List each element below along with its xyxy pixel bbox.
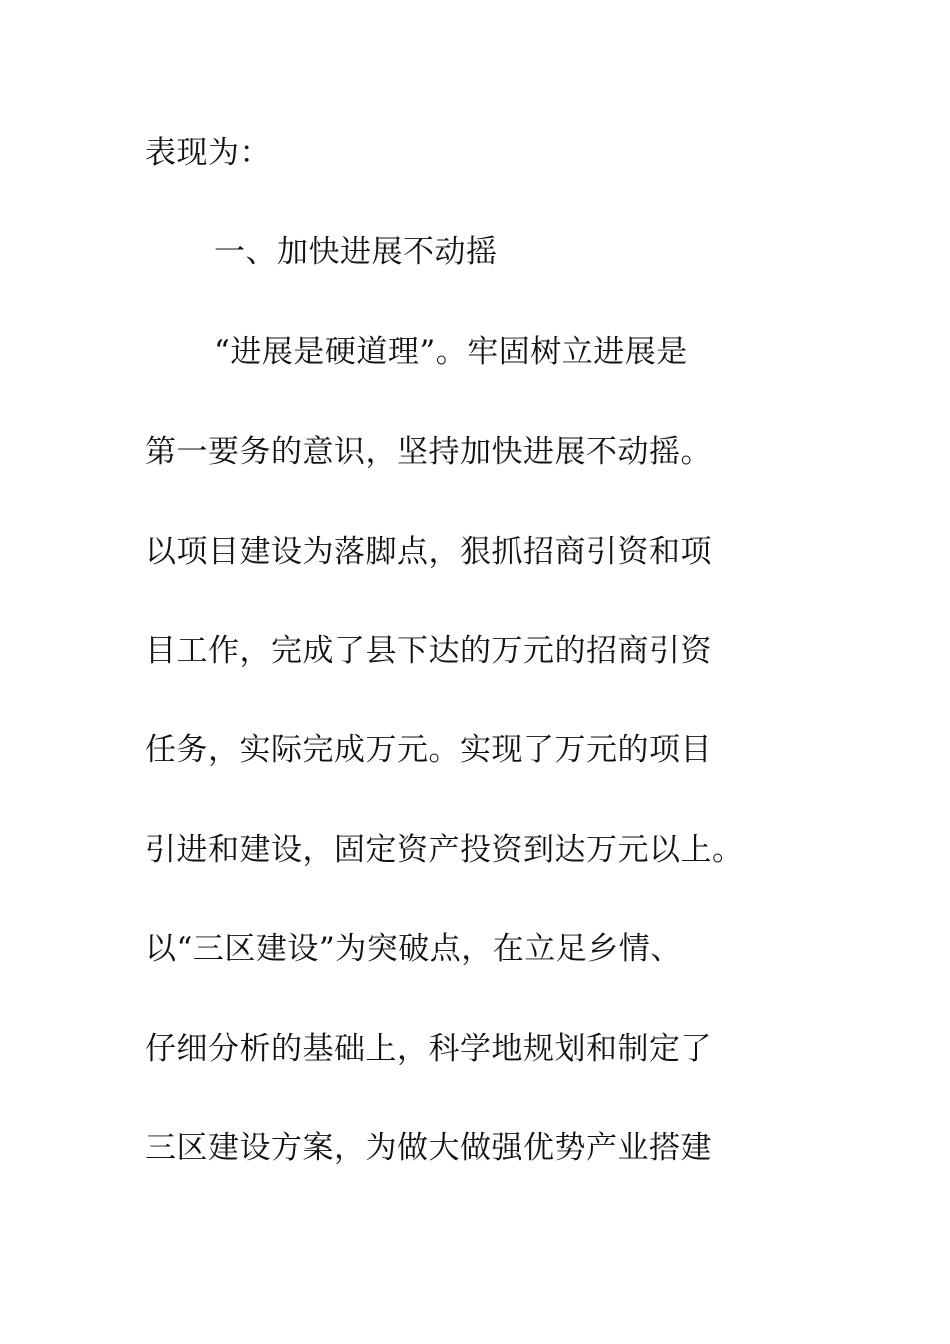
text-line-6: 目工作，完成了县下达的万元的招商引资 (145, 633, 712, 669)
text-line-1: 表现为： (145, 135, 271, 171)
text-line-10: 仔细分析的基础上，科学地规划和制定了 (145, 1031, 712, 1067)
text-line-9: 以“三区建设”为突破点，在立足乡情、 (145, 931, 682, 967)
text-line-4: 第一要务的意识，坚持加快进展不动摇。 (145, 434, 712, 470)
text-line-7: 任务，实际完成万元。实现了万元的项目 (145, 732, 712, 768)
text-line-11: 三区建设方案，为做大做强优势产业搭建 (145, 1130, 712, 1166)
section-heading: 一、加快进展不动摇 (214, 234, 498, 270)
text-line-5: 以项目建设为落脚点，狠抓招商引资和项 (145, 534, 712, 570)
text-line-3: “进展是硬道理”。牢固树立进展是 (214, 334, 688, 370)
text-line-8: 引进和建设，固定资产投资到达万元以上。 (145, 832, 744, 868)
